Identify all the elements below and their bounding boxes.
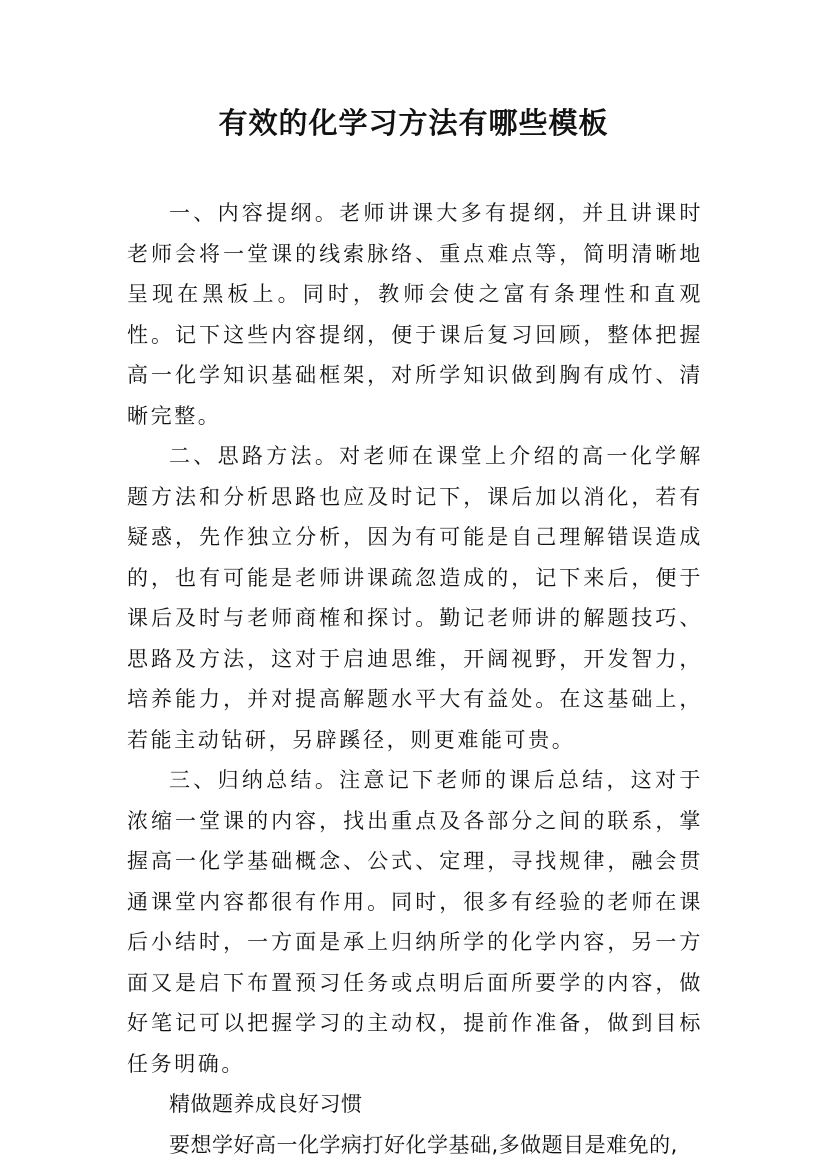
- section-heading-practice: 精做题养成良好习惯: [169, 1092, 363, 1116]
- paragraph-summary: 三、归纳总结。注意记下老师的课后总结，这对于浓缩一堂课的内容，找出重点及各部分之间的联系，掌握高一化学基础概念、公式、定理，寻找规律，融会贯通课堂内容都很有作用。同时，很多有经验的老师在课后小结时，一方面是承上归纳所学的化学内容，另一方面又是启下布置预习任务或点明后面所要学的内容，做好笔记可以把握学习的主动权，提前作准备，做到目标任务明确。: [127, 768, 703, 1076]
- paragraph-content-outline: 一、内容提纲。老师讲课大多有提纲，并且讲课时老师会将一堂课的线索脉络、重点难点等，简明清晰地呈现在黑板上。同时，教师会使之富有条理性和直观性。记下这些内容提纲，便于课后复习回顾，整体把握高一化学知识基础框架，对所学知识做到胸有成竹、清晰完整。: [127, 201, 703, 428]
- document-title: 有效的化学习方法有哪些模板: [218, 106, 609, 140]
- document-body: [127, 193, 703, 1165]
- paragraph-thinking-methods: 二、思路方法。对老师在课堂上介绍的高一化学解题方法和分析思路也应及时记下，课后加以消化，若有疑惑，先作独立分析，因为有可能是自己理解错误造成的，也有可能是老师讲课疏忽造成的，记下来后，便于课后及时与老师商榷和探讨。勤记老师讲的解题技巧、思路及方法，这对于启迪思维，开阔视野，开发智力，培养能力，并对提高解题水平大有益处。在这基础上，若能主动钻研，另辟蹊径，则更难能可贵。: [127, 444, 703, 752]
- paragraph-practice-intro: 要想学好高一化学病打好化学基础,多做题目是难免的,: [169, 1132, 678, 1157]
